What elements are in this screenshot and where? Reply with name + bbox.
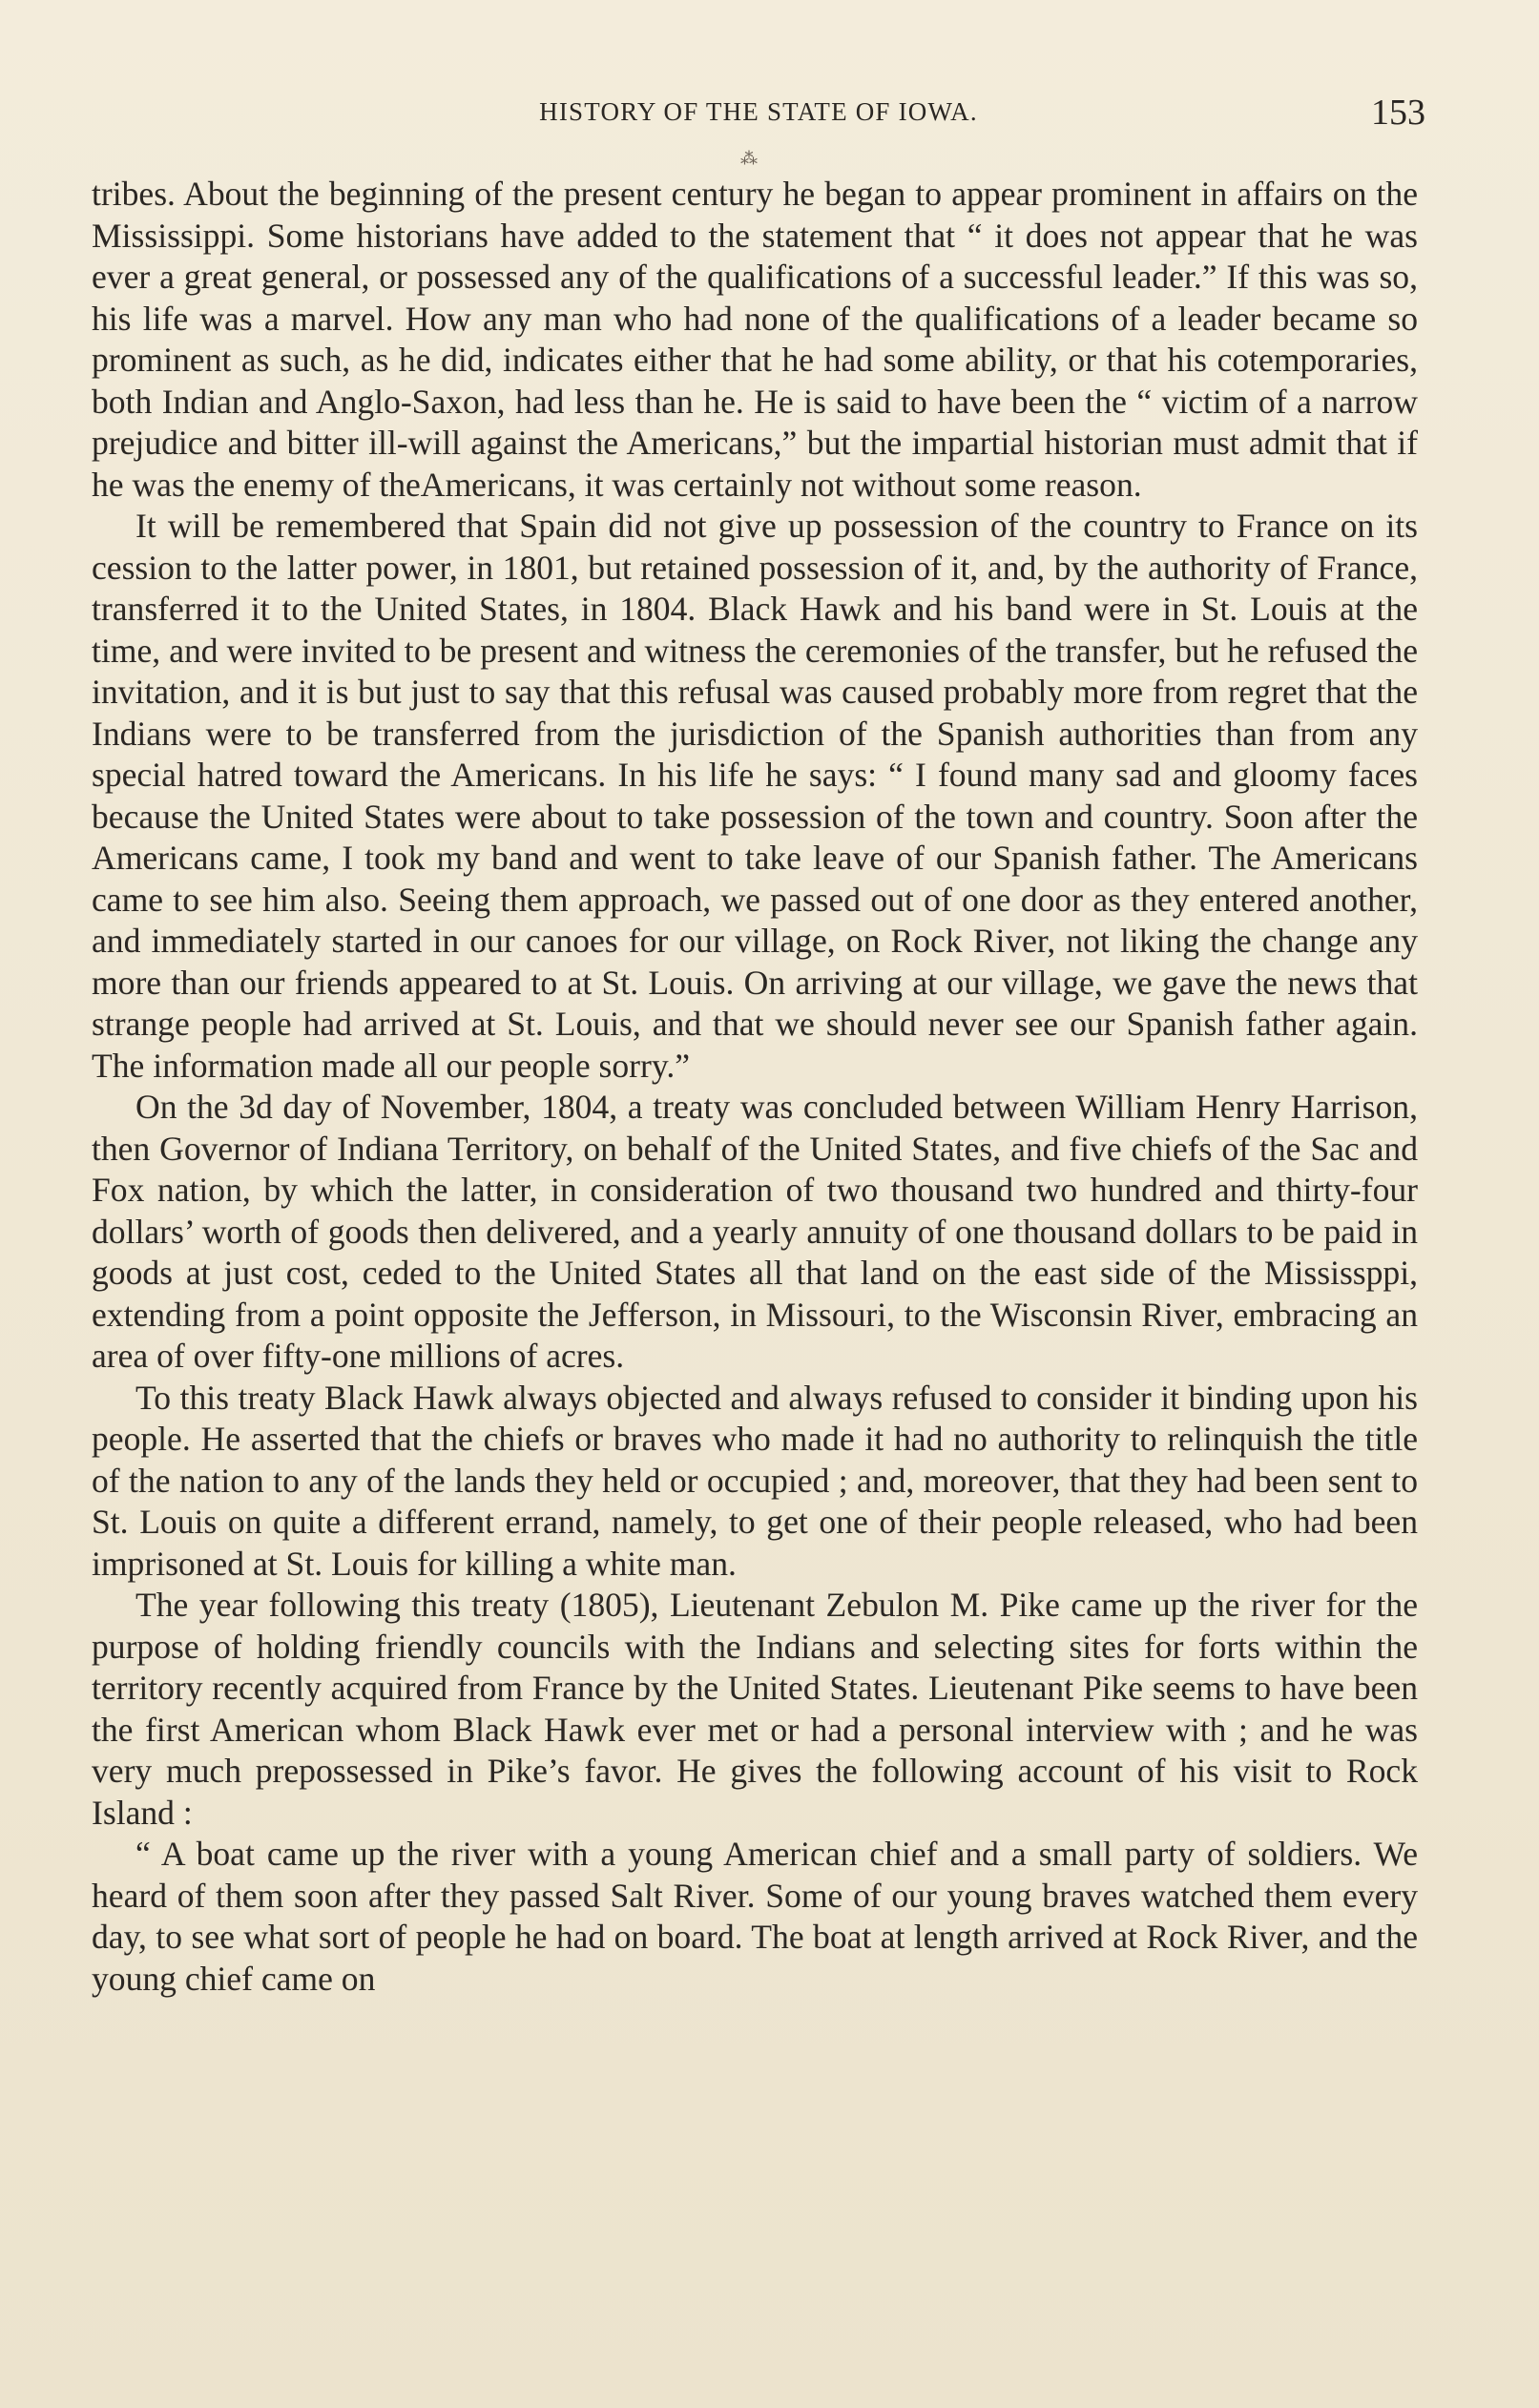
paragraph: To this treaty Black Hawk always objected and always refused to consider it binding upon his people. He asserted that the chiefs or braves who made it had no authority to relinquish the title of the nation to any of the lands they held or occupied ; and, moreover, that they had been sent to St. Louis on quite a different errand, namely, to get one of their people released, who had been imprisoned at St. Louis for killing a white man. bbox=[92, 1378, 1418, 1583]
paragraph: tribes. About the beginning of the present century he began to appear prominent in affairs on the Mississippi. Some historians have added to the statement that “ it does not appear that he was ever a great general, or possessed any of the qualifications of a successful leader.” If this was so, his life was a marvel. How any man who had none of the qualifications of a leader became so prominent as such, as he did, indicates either that he had some ability, or that his cotemporaries, both Indian and Anglo-Saxon, had less than he. He is said to have been the “ victim of a narrow prejudice and bitter ill-will against the Americans,” but the impartial historian must admit that if he was the enemy of theAmericans, it was certainly not without some reason. bbox=[92, 175, 1418, 504]
paragraph: “ A boat came up the river with a young American chief and a small party of soldiers. We heard of them soon after they passed Salt River. Some of our young braves watched them every day, to see what sort of people he had on board. The boat at length arrived at Rock River, and the young chief came on bbox=[92, 1835, 1418, 1998]
paragraph: The year following this treaty (1805), Lieutenant Zebulon M. Pike came up the river for the purpose of holding friendly councils with the Indians and selecting sites for forts within the territory recently acquired from France by the United States. Lieutenant Pike seems to have been the first American whom Black Hawk ever met or had a personal interview with ; and he was very much prepossessed in Pike’s favor. He gives the following account of his visit to Rock Island : bbox=[92, 1586, 1418, 1832]
running-head: HISTORY OF THE STATE OF IOWA. bbox=[539, 97, 978, 126]
paragraph: It will be remembered that Spain did not give up possession of the country to France on its cession to the latter power, in 1801, but retained possession of it, and, by the authority of France, transferred it to the United States, in 1804. Black Hawk and his band were in St. Louis at the time, and were invited to be present and witness the ceremonies of the transfer, but he refused the invitation, and it is but just to say that this refusal was caused probably more from regret that the Indians were to be transferred from the jurisdiction of the Spanish authorities than from any special hatred toward the Americans. In his life he says: “ I found many sad and gloomy faces because the United States were about to take possession of the town and country. Soon after the Americans came, I took my band and went to take leave of our Spanish father. The Americans came to see him also. Seeing them approach, we passed out of one door as they entered another, and immediately started in our canoes for our village, on Rock River, not liking the change any more than our friends appeared to at St. Louis. On arriving at our village, we gave the news that strange people had arrived at St. Louis, and that we should never see our Spanish father again. The information made all our people sorry.” bbox=[92, 507, 1418, 1085]
page-header bbox=[92, 92, 1425, 137]
page-number: 153 bbox=[1371, 93, 1425, 133]
ornament-mark: ⁂ bbox=[740, 149, 758, 169]
body-text bbox=[92, 174, 1418, 2000]
paragraph: On the 3d day of November, 1804, a treaty was concluded between William Henry Harrison, then Governor of Indiana Territory, on behalf of the United States, and five chiefs of the Sac and Fox nation, by which the latter, in consideration of two thousand two hundred and thirty-four dollars’ worth of goods then delivered, and a yearly annuity of one thousand dollars to be paid in goods at just cost, ceded to the United States all that land on the east side of the Mississppi, extending from a point opposite the Jefferson, in Missouri, to the Wisconsin River, embracing an area of over fifty-one millions of acres. bbox=[92, 1088, 1418, 1375]
